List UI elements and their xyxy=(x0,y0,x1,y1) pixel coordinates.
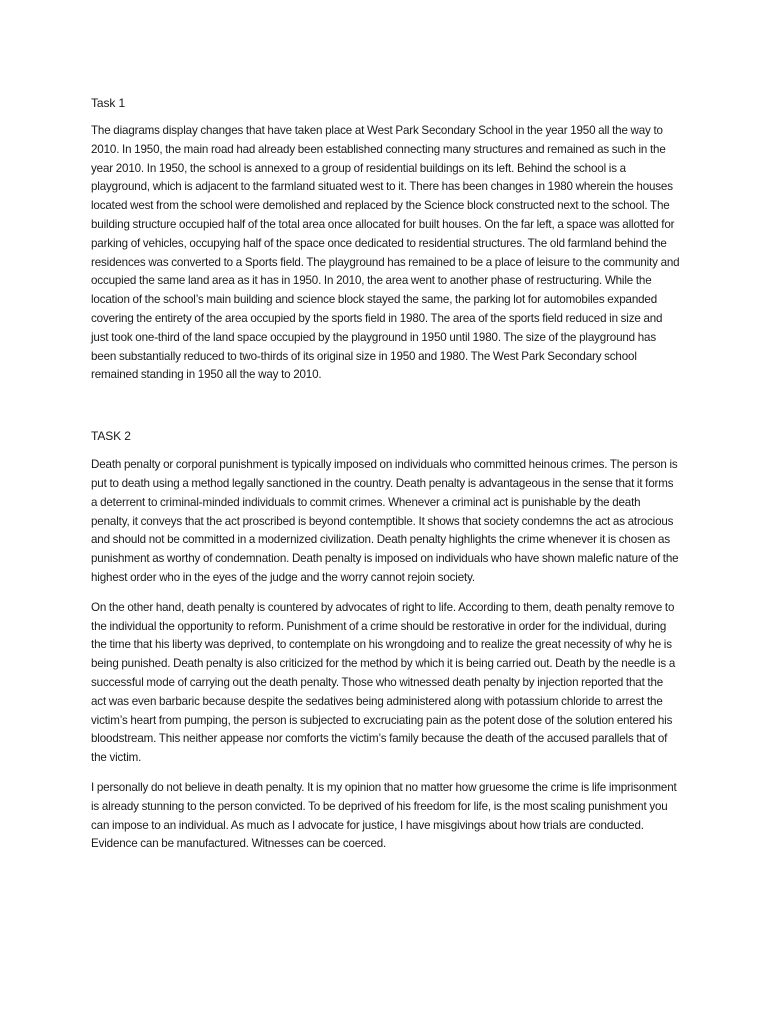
task2-section xyxy=(91,427,680,854)
task1-section xyxy=(91,94,680,385)
task2-paragraph-3: I personally do not believe in death penalty. It is my opinion that no matter how gruesome the crime is life imprisonment is already stunning to the person convicted. To be deprived of his freedom for life, is the most scaling punishment you can impose to an individual. As much as I advocate for justice, I have misgivings about how trials are conducted. Evidence can be manufactured. Witnesses can be coerced. xyxy=(91,780,677,851)
task2-paragraph-2: On the other hand, death penalty is countered by advocates of right to life. According to them, death penalty remove to the individual the opportunity to reform. Punishment of a crime should be restorative in order for the individual, during the time that his liberty was deprived, to contemplate on his wrongdoing and to realize the great necessity of why he is being punished. Death penalty is also criticized for the method by which it is being carried out. Death by the needle is a successful mode of carrying out the death penalty. Those who witnessed death penalty by injection reported that the act was even barbaric because despite the sedatives being administered along with potassium chloride to arrest the victim’s heart from pumping, the person is subjected to excruciating pain as the potent dose of the solution entered his bloodstream. This neither appease nor comforts the victim’s family because the death of the accused parallels that of the victim. xyxy=(91,600,676,765)
task2-paragraph-1: Death penalty or corporal punishment is typically imposed on individuals who committed heinous crimes. The person is put to death using a method legally sanctioned in the country. Death penalty is advantageous in the sense that it forms a deterrent to criminal-minded individuals to commit crimes. Whenever a criminal act is punishable by the death penalty, it conveys that the act proscribed is beyond contemptible. It shows that society condemns the act as atrocious and should not be committed in a modernized civilization. Death penalty highlights the crime whenever it is chosen as punishment as worthy of condemnation. Death penalty is imposed on individuals who have shown malefic nature of the highest order who in the eyes of the judge and the worry cannot rejoin society. xyxy=(91,458,679,584)
task1-heading: Task 1 xyxy=(91,96,126,110)
task2-heading: TASK 2 xyxy=(91,429,131,444)
task1-paragraph: The diagrams display changes that have taken place at West Park Secondary School in the year 1950 all the way to 2010. In 1950, the main road had already been established connecting many structures and remained as such in the year 2010. In 1950, the school is annexed to a group of residential buildings on its left. Behind the school is a playground, which is adjacent to the farmland situated west to it. There has been changes in 1980 wherein the houses located west from the school were demolished and replaced by the Science block constructed next to the school. The building structure occupied half of the total area once allocated for built houses. On the far left, a space was allotted for parking of vehicles, occupying half of the space once dedicated to residential structures. The old farmland behind the residences was converted to a Sports field. The playground has remained to be a place of leisure to the community and occupied the same land area as it has in 1950. In 2010, the area went to another phase of restructuring. While the location of the school’s main building and science block stayed the same, the parking lot for automobiles expanded covering the entirety of the area occupied by the sports field in 1980. The area of the sports field reduced in size and just took one-third of the land space occupied by the playground in 1950 until 1980. The size of the playground has been substantially reduced to two-thirds of its original size in 1950 and 1980. The West Park Secondary school remained standing in 1950 all the way to 2010. xyxy=(91,124,680,382)
